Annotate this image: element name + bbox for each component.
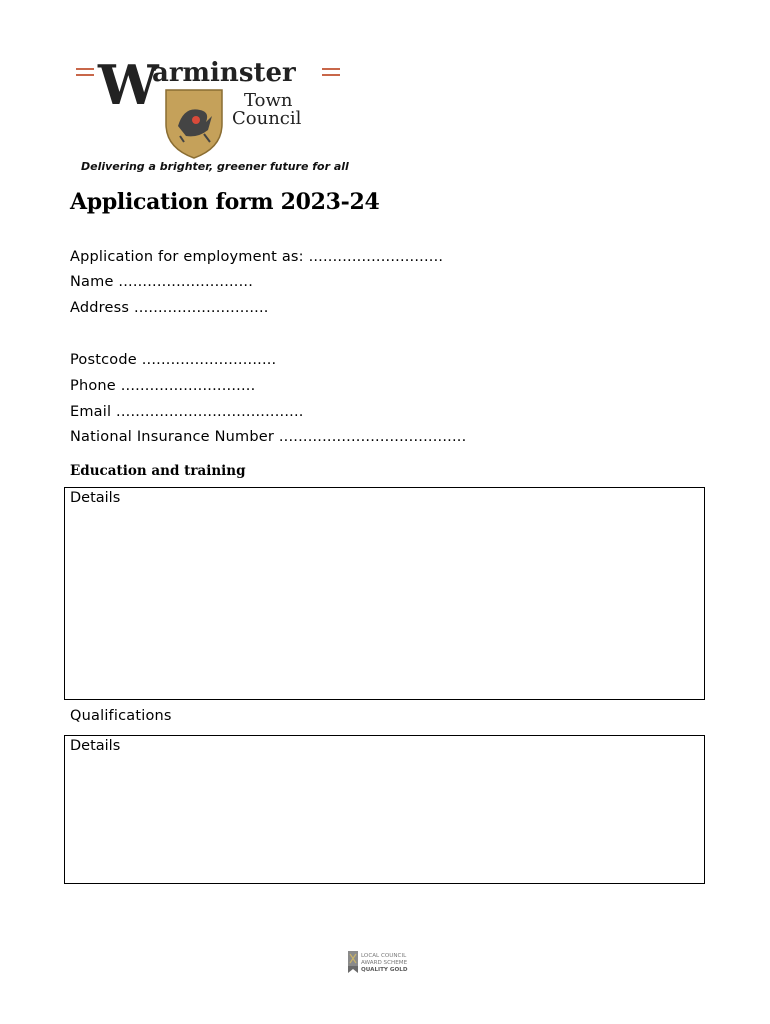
qualifications-details-box[interactable] <box>64 735 705 884</box>
award-badge <box>346 949 420 975</box>
qualifications-heading: Qualifications <box>70 708 172 724</box>
education-details-box[interactable] <box>64 487 705 700</box>
logo-council: Council <box>232 108 302 129</box>
logo-letter-w: W <box>98 54 159 117</box>
badge-line1: LOCAL COUNCIL <box>361 953 407 959</box>
badge-line2: AWARD SCHEME <box>361 960 408 966</box>
education-heading: Education and training <box>70 463 246 479</box>
council-logo <box>72 54 352 179</box>
email-field[interactable]: Email ....................................... <box>70 404 304 420</box>
logo-town: Town <box>244 90 293 111</box>
page-title: Application form 2023-24 <box>70 189 380 215</box>
name-field[interactable]: Name ............................ <box>70 274 254 290</box>
postcode-field[interactable]: Postcode ............................ <box>70 352 277 368</box>
education-details-label: Details <box>70 490 121 506</box>
council-crest-icon <box>166 90 222 158</box>
address-field[interactable]: Address ............................ <box>70 300 269 316</box>
qualifications-details-label: Details <box>70 738 121 754</box>
phone-field[interactable]: Phone ............................ <box>70 378 256 394</box>
logo-name-rest: arminster <box>152 58 296 88</box>
award-badge-icon <box>348 951 358 973</box>
ni-number-field[interactable]: National Insurance Number ....................................... <box>70 429 467 445</box>
badge-line3: QUALITY GOLD <box>361 967 408 973</box>
logo-tagline: Delivering a brighter, greener future for all <box>81 160 349 173</box>
employment-field[interactable]: Application for employment as: ............................ <box>70 249 444 265</box>
